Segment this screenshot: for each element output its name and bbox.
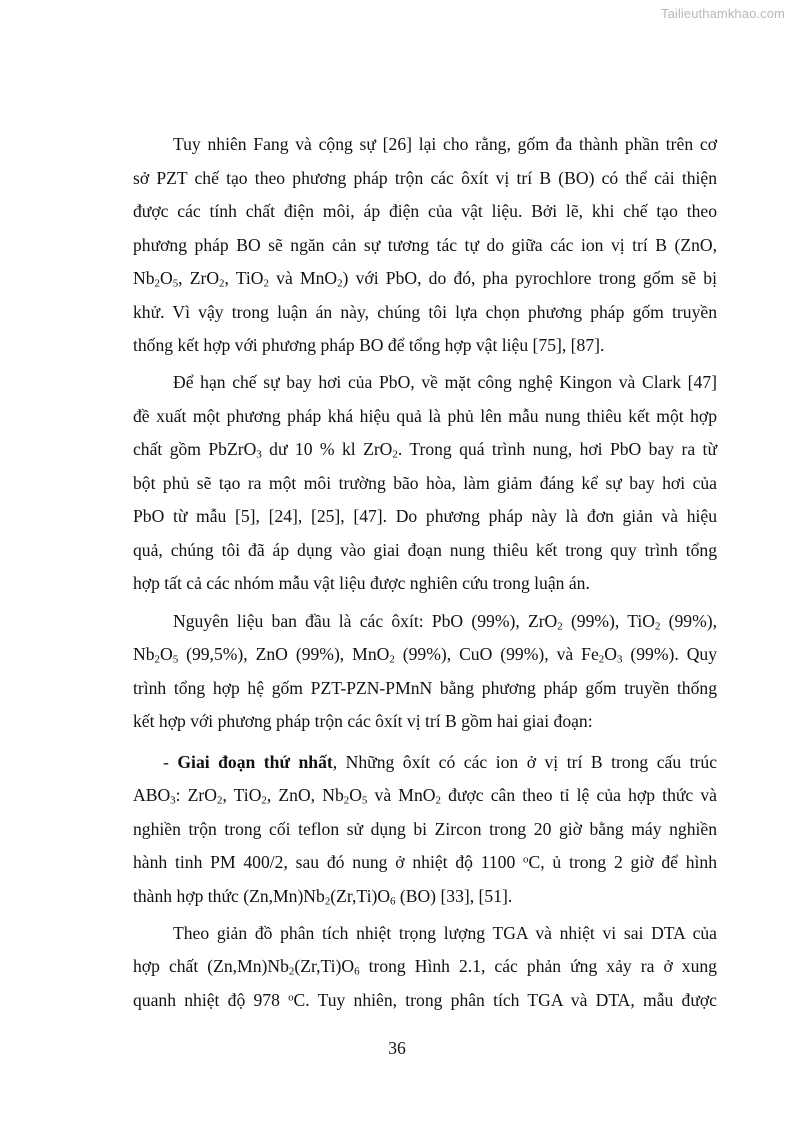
text-line: Để hạn chế sự bay hơi của PbO, về mặt công nghệ Kingon và Clark [47] <box>173 372 717 392</box>
text-line: được các tính chất điện môi, áp điện của vật liệu. Bởi lẽ, khi chế tạo theo <box>133 201 717 221</box>
watermark: Tailieuthamkhao.com <box>660 6 785 21</box>
text-line: thành hợp thức $(Zn,Mn)Nb_2(Zr,Ti)O_6$ (BO) [33], [51]. <box>133 886 513 908</box>
text-line: quanh nhiệt độ 978 $^o$C. Tuy nhiên, trong phân tích TGA và DTA, mẫu được <box>133 990 717 1010</box>
text-line: Theo giản đồ phân tích nhiệt trọng lượng TGA và nhiệt vi sai DTA của <box>173 923 717 943</box>
text-line: - Giai đoạn thứ nhất, Những ôxít có các ion ở vị trí B trong cấu trúc <box>163 752 717 772</box>
text-line: khử. Vì vậy trong luận án này, chúng tôi lựa chọn phương pháp gốm truyền <box>133 302 717 322</box>
text-line: Tuy nhiên Fang và cộng sự [26] lại cho rằng, gốm đa thành phần trên cơ <box>173 134 717 154</box>
text-line: trình tổng hợp hệ gốm PZT-PZN-PMnN bằng phương pháp gốm truyền thống <box>133 678 717 698</box>
text-line: bột phủ sẽ tạo ra một môi trường bão hòa, làm giảm đáng kể sự bay hơi của <box>133 473 717 493</box>
text-line: $ABO_3$: ZrO$_2$, TiO$_2$, ZnO, $Nb_2O_5$ và MnO$_2$ được cân theo tỉ lệ của hợp thức và <box>133 785 717 807</box>
text-line: $Nb_2O_5$, ZrO$_2$, TiO$_2$ và MnO$_2$) với PbO, do đó, pha pyrochlore trong gốm sẽ bị <box>133 268 717 290</box>
text-line: thống kết hợp với phương pháp BO để tổng hợp vật liệu [75], [87]. <box>133 335 605 355</box>
text-line: chất gồm PbZrO$_3$ dư 10 % kl ZrO$_2$. Trong quá trình nung, hơi PbO bay ra từ <box>133 439 717 461</box>
text-line: quả, chúng tôi đã áp dụng vào giai đoạn nung thiêu kết trong quy trình tổng <box>133 540 717 560</box>
text-line: $Nb_2O_5$ (99,5%), ZnO (99%), MnO$_2$ (99%), CuO (99%), và $Fe_2O_3$ (99%). Quy <box>133 644 717 666</box>
text-line: Nguyên liệu ban đầu là các ôxít: PbO (99%), ZrO$_2$ (99%), TiO$_2$ (99%), <box>173 611 717 633</box>
text-line: đề xuất một phương pháp khá hiệu quả là phủ lên mẫu nung thiêu kết một hợp <box>133 406 717 426</box>
text-line: phương pháp BO sẽ ngăn cản sự tương tác tự do giữa các ion vị trí B (ZnO, <box>133 235 717 255</box>
text-line: hợp tất cả các nhóm mẫu vật liệu được nghiên cứu trong luận án. <box>133 573 590 593</box>
page-number: 36 <box>388 1038 406 1058</box>
text-line: kết hợp với phương pháp trộn các ôxít vị trí B gồm hai giai đoạn: <box>133 711 593 731</box>
text-line: hành tinh PM 400/2, sau đó nung ở nhiệt độ 1100 $^o$C, ủ trong 2 giờ để hình <box>133 852 717 872</box>
text-line: sở PZT chế tạo theo phương pháp trộn các ôxít vị trí B (BO) có thể cải thiện <box>133 168 717 188</box>
text-line: hợp chất $(Zn,Mn)Nb_2(Zr,Ti)O_6$ trong Hình 2.1, các phản ứng xảy ra ở xung <box>133 956 717 978</box>
text-line: PbO từ mẫu [5], [24], [25], [47]. Do phương pháp này là đơn giản và hiệu <box>133 506 717 526</box>
text-line: nghiền trộn trong cối teflon sử dụng bi Zircon trong 20 giờ bằng máy nghiền <box>133 819 717 839</box>
